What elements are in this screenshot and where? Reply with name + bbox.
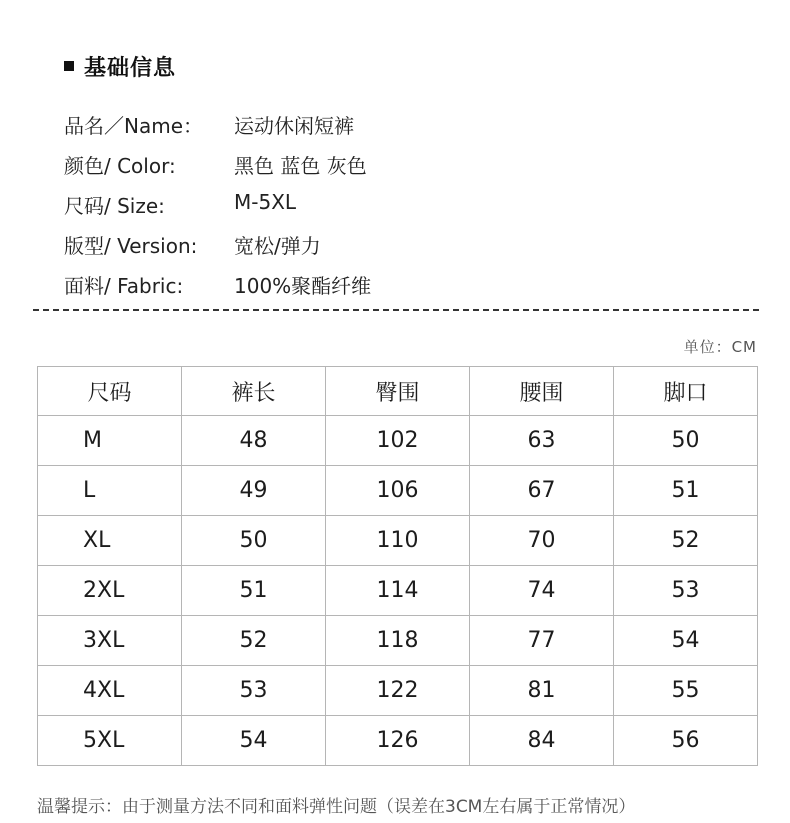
header-length: 裤长 — [182, 367, 326, 416]
cell-length: 49 — [182, 466, 326, 516]
size-chart-table — [37, 366, 758, 766]
cell-hip: 118 — [326, 616, 470, 666]
info-value-name: 运动休闲短裤 — [234, 114, 354, 138]
info-row-version — [64, 226, 424, 266]
cell-size: 3XL — [38, 616, 182, 666]
cell-hip: 102 — [326, 416, 470, 466]
cell-hip: 114 — [326, 566, 470, 616]
cell-waist: 67 — [470, 466, 614, 516]
square-bullet-icon — [64, 61, 74, 71]
table-row — [38, 466, 758, 516]
cell-length: 48 — [182, 416, 326, 466]
cell-size: M — [38, 416, 182, 466]
info-label-size: 尺码/ Size: — [64, 194, 165, 218]
table-header-row — [38, 367, 758, 416]
dashed-divider — [33, 309, 759, 311]
section-title: 基础信息 — [84, 55, 177, 81]
info-row-color — [64, 146, 424, 186]
info-label-fabric: 面料/ Fabric: — [64, 274, 184, 298]
table-row — [38, 416, 758, 466]
section-header — [64, 50, 176, 82]
cell-hip: 106 — [326, 466, 470, 516]
cell-length: 53 — [182, 666, 326, 716]
unit-note: 单位：CM — [683, 338, 757, 356]
cell-hip: 126 — [326, 716, 470, 766]
info-value-color: 黑色 蓝色 灰色 — [234, 154, 367, 178]
cell-leg-opening: 53 — [614, 566, 758, 616]
cell-size: XL — [38, 516, 182, 566]
cell-leg-opening: 52 — [614, 516, 758, 566]
footer-tip: 温馨提示：由于测量方法不同和面料弹性问题（误差在3CM左右属于正常情况） — [37, 797, 636, 817]
cell-length: 50 — [182, 516, 326, 566]
cell-hip: 110 — [326, 516, 470, 566]
cell-length: 51 — [182, 566, 326, 616]
info-label-version: 版型/ Version: — [64, 234, 198, 258]
cell-hip: 122 — [326, 666, 470, 716]
info-value-size: M-5XL — [234, 190, 297, 214]
table-row — [38, 666, 758, 716]
cell-leg-opening: 55 — [614, 666, 758, 716]
cell-leg-opening: 51 — [614, 466, 758, 516]
cell-size: 2XL — [38, 566, 182, 616]
cell-size: 5XL — [38, 716, 182, 766]
cell-waist: 84 — [470, 716, 614, 766]
cell-leg-opening: 54 — [614, 616, 758, 666]
table-row — [38, 516, 758, 566]
info-value-fabric: 100%聚酯纤维 — [234, 274, 372, 298]
cell-length: 52 — [182, 616, 326, 666]
cell-size: L — [38, 466, 182, 516]
header-waist: 腰围 — [470, 367, 614, 416]
info-row-name — [64, 106, 424, 146]
product-info-list — [64, 106, 424, 306]
info-label-name: 品名／Name： — [64, 114, 204, 138]
info-row-size — [64, 186, 424, 226]
header-size: 尺码 — [38, 367, 182, 416]
table-row — [38, 716, 758, 766]
header-hip: 臀围 — [326, 367, 470, 416]
info-label-color: 颜色/ Color: — [64, 154, 176, 178]
info-value-version: 宽松/弹力 — [234, 234, 321, 258]
table-row — [38, 566, 758, 616]
table-row — [38, 616, 758, 666]
cell-size: 4XL — [38, 666, 182, 716]
cell-length: 54 — [182, 716, 326, 766]
info-row-fabric — [64, 266, 424, 306]
cell-waist: 63 — [470, 416, 614, 466]
cell-waist: 77 — [470, 616, 614, 666]
cell-leg-opening: 56 — [614, 716, 758, 766]
cell-waist: 81 — [470, 666, 614, 716]
cell-leg-opening: 50 — [614, 416, 758, 466]
cell-waist: 70 — [470, 516, 614, 566]
cell-waist: 74 — [470, 566, 614, 616]
header-leg-opening: 脚口 — [614, 367, 758, 416]
